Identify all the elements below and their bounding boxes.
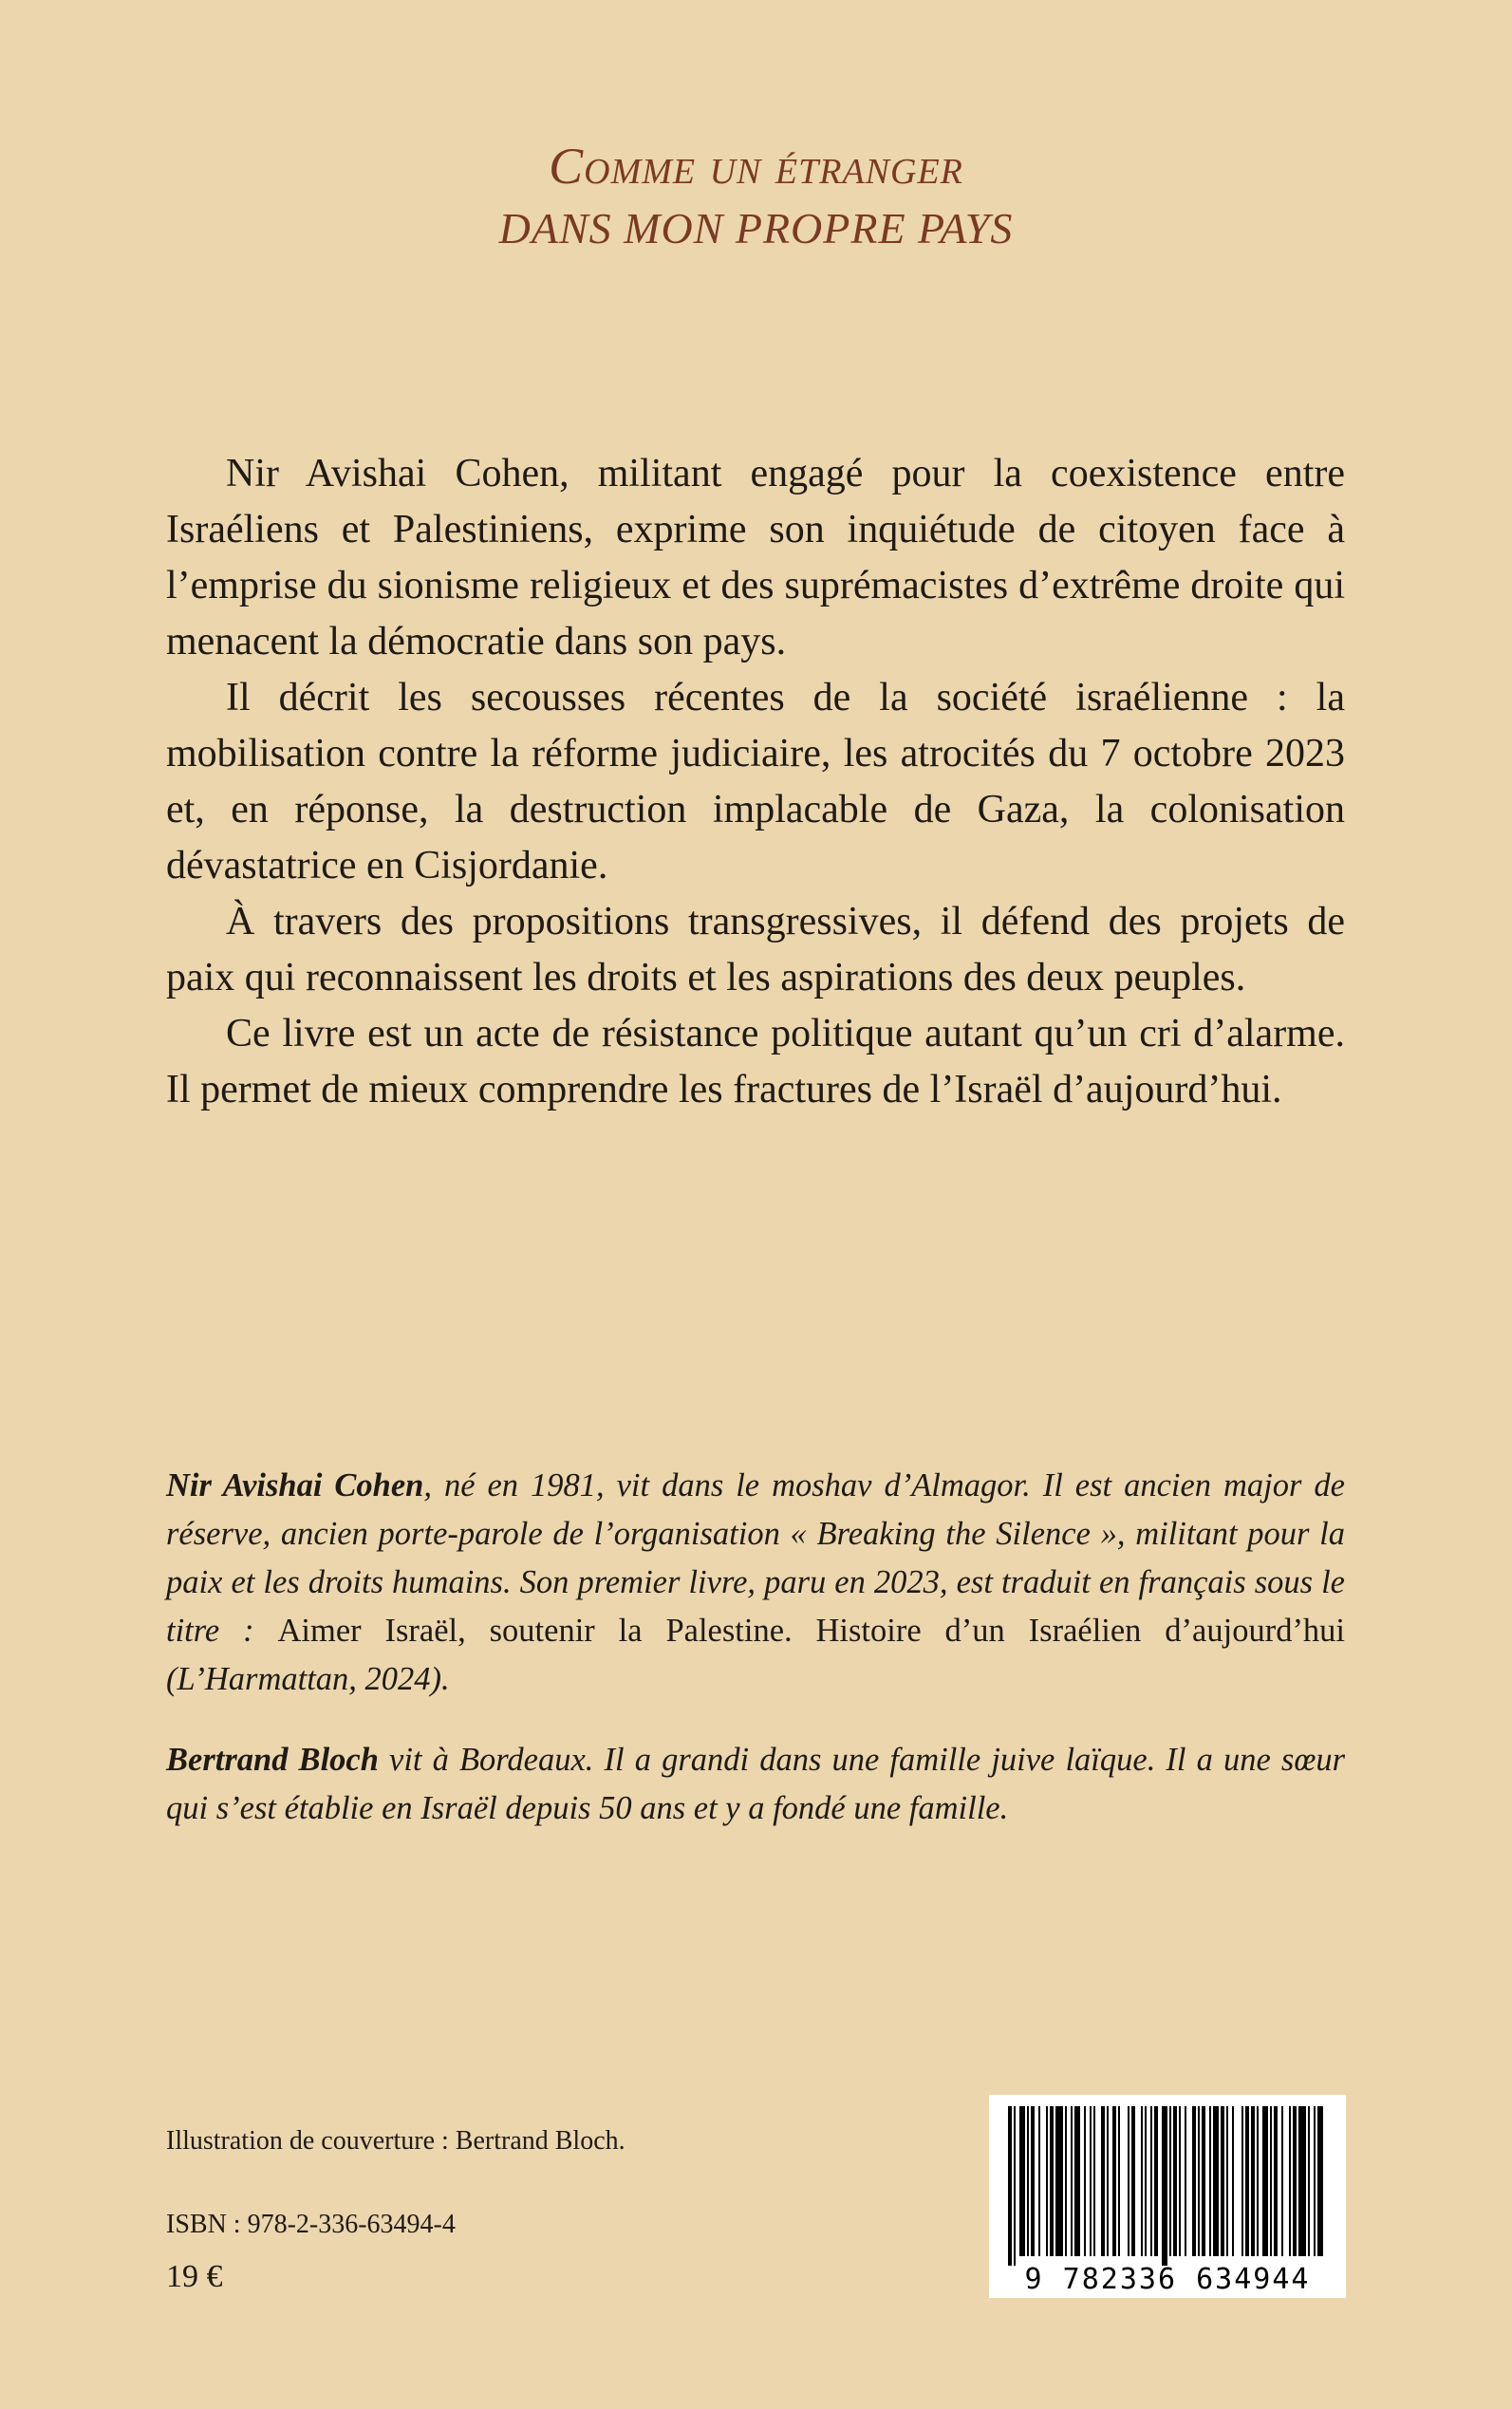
- book-blurb: [166, 446, 1345, 1118]
- barcode-bar: [1131, 2106, 1135, 2256]
- barcode-bar: [1308, 2106, 1310, 2256]
- barcode-bar: [1314, 2106, 1316, 2256]
- barcode-bar: [1050, 2106, 1054, 2256]
- barcode-bar: [1274, 2106, 1278, 2256]
- barcode-bar: [1293, 2106, 1297, 2256]
- barcode-bar: [1198, 2106, 1200, 2256]
- barcode-bar: [1192, 2106, 1196, 2256]
- barcode-bar: [1317, 2106, 1323, 2256]
- barcode-bar: [1038, 2106, 1040, 2256]
- title-line-1: Comme un étranger: [549, 138, 963, 195]
- barcode-bar: [1298, 2106, 1306, 2256]
- title-line-2: DANS MON PROPRE PAYS: [498, 204, 1014, 252]
- barcode-bar: [1185, 2106, 1186, 2256]
- barcode-bar: [1112, 2106, 1116, 2256]
- barcode-bar: [1101, 2106, 1105, 2256]
- isbn: ISBN : 978-2-336-63494-4: [166, 2210, 456, 2239]
- barcode-bar: [1209, 2106, 1211, 2256]
- barcode-bar: [1008, 2106, 1012, 2266]
- barcode-bar: [1071, 2106, 1073, 2256]
- barcode-bar: [1084, 2106, 1086, 2256]
- barcode-bar: [1245, 2106, 1249, 2256]
- barcode-bar: [1150, 2106, 1152, 2256]
- author-bio: [166, 1462, 1345, 1704]
- barcode-bar: [1065, 2106, 1067, 2256]
- barcode-bar: [1241, 2106, 1243, 2256]
- barcode-bar: [1031, 2106, 1035, 2256]
- barcode-digits: 9 782336 634944: [1024, 2263, 1311, 2296]
- barcode-bar: [1128, 2106, 1129, 2256]
- price: 19 €: [166, 2259, 223, 2294]
- barcode-bar: [1226, 2106, 1228, 2256]
- barcode-bar: [1270, 2106, 1272, 2256]
- barcode-bar: [1118, 2106, 1120, 2256]
- barcode-bar: [1141, 2106, 1143, 2256]
- barcode-bar: [1027, 2106, 1029, 2256]
- barcode-bar: [1289, 2106, 1291, 2256]
- barcode-graphic: [989, 2095, 1346, 2298]
- illustrator-bio: [166, 1736, 1345, 1833]
- barcode-bar: [1093, 2106, 1095, 2256]
- barcode-bar: [1090, 2106, 1092, 2256]
- author-bios: [166, 1462, 1345, 1833]
- barcode-bar: [1046, 2106, 1048, 2256]
- barcode-bar: [1014, 2106, 1016, 2266]
- barcode: [989, 2095, 1346, 2298]
- first-book-publisher: (L’Harmattan, 2024).: [166, 1661, 450, 1697]
- book-title: [0, 133, 1512, 258]
- barcode-bar: [1169, 2106, 1171, 2256]
- barcode-bar: [1262, 2106, 1268, 2256]
- blurb-paragraph-2: Il décrit les secousses récentes de la société israélienne : la mobilisation contre la réforme judiciaire, les atrocités du 7 octobre 2023 et, en réponse, la destruction implacable de Gaza, la colonisation dévastatrice en Cisjordanie.: [166, 676, 1345, 887]
- barcode-bar: [1213, 2106, 1219, 2256]
- barcode-bar: [1019, 2106, 1025, 2256]
- author-bio-text: , né en 1981, vit dans le moshav d’Almagor. Il est ancien major de réserve, ancien porte-parole de l’organisation « Breaking the Silence », militant pour la paix et les droits humains. Son premier livre, paru en 2023, est traduit en français sous le titre :: [166, 1467, 1345, 1649]
- blurb-paragraph-4: Ce livre est un acte de résistance politique autant qu’un cri d’alarme. Il permet de mieux comprendre les fractures de l’Israël d’aujourd’hui.: [166, 1012, 1345, 1111]
- author-name: Nir Avishai Cohen: [166, 1467, 424, 1503]
- barcode-bar: [1221, 2106, 1224, 2256]
- barcode-bar: [1162, 2106, 1167, 2266]
- barcode-bar: [1055, 2106, 1063, 2256]
- illustration-credit: Illustration de couverture : Bertrand Bloch.: [166, 2126, 625, 2156]
- barcode-bar: [1179, 2106, 1181, 2256]
- barcode-bar: [1154, 2106, 1158, 2256]
- illustrator-bio-text: vit à Bordeaux. Il a grandi dans une famille juive laïque. Il a une sœur qui s’est établie en Israël depuis 50 ans et y a fondé une famille.: [166, 1742, 1346, 1826]
- barcode-bar: [1173, 2106, 1177, 2256]
- blurb-paragraph-3: À travers des propositions transgressives, il défend des projets de paix qui reconnaissent les droits et les aspirations des deux peuples.: [166, 900, 1345, 999]
- barcode-bar: [1251, 2106, 1255, 2256]
- first-book-title: Aimer Israël, soutenir la Palestine. Histoire d’un Israélien d’aujourd’hui: [277, 1613, 1346, 1649]
- barcode-bar: [1145, 2106, 1147, 2256]
- barcode-bar: [1257, 2106, 1259, 2256]
- barcode-bar: [1074, 2106, 1080, 2256]
- barcode-bar: [1107, 2106, 1109, 2256]
- barcode-bar: [1202, 2106, 1205, 2256]
- illustrator-name: Bertrand Bloch: [166, 1742, 379, 1778]
- barcode-bar: [1232, 2106, 1234, 2256]
- blurb-paragraph-1: Nir Avishai Cohen, militant engagé pour la coexistence entre Israéliens et Palestiniens, exprime son inquiétude de citoyen face à l’emprise du sionisme religieux et des suprémacistes d’extrême droite qui menacent la démocratie dans son pays.: [166, 452, 1345, 663]
- barcode-bar: [1281, 2106, 1283, 2256]
